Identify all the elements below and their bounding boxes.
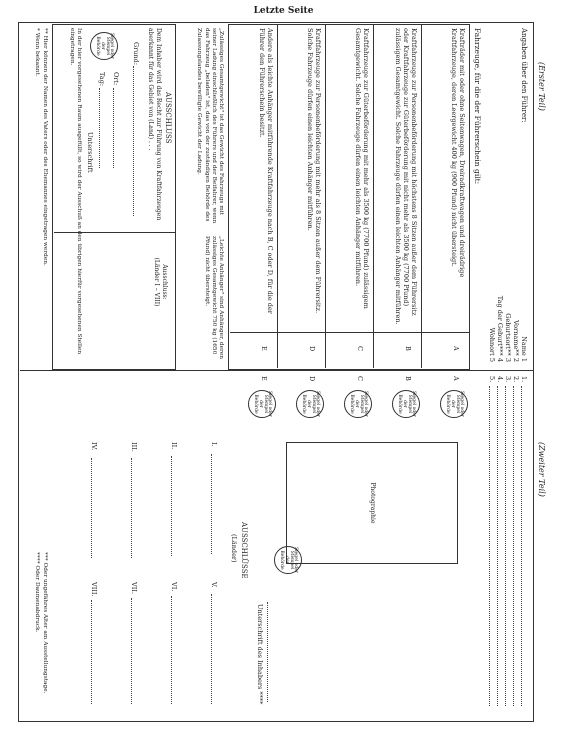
bottom-note: In der hier vorgesehenen Raum ausgefüllt, so wird der Ausschuß an den übrigen hierfür vorgesehenen Stellen eingetragen. [68,28,82,355]
part1-label: (Erster Teil) [537,62,546,111]
exclusion-title: AUSSCHLUSS [164,92,172,144]
light-trailer-note: „Leichte Anhänger" sind Anhänger, deren zulässiges Gesamtgewicht 750 kg (1650 Pfund) nicht übersteigt. [203,236,224,359]
roman-viii: VIII. [90,582,98,597]
part-divider [20,370,534,371]
roman-iv-line [91,458,92,558]
holder-signature: Unterschrift des Inhabers **** [256,604,264,705]
field-4-label: Tag der Geburt*** 4 [496,295,504,362]
page-header: Letzte Seite [253,6,314,16]
p2-class-e: E [260,376,268,381]
roman-iii: III. [130,442,138,452]
roman-viii-line [91,600,92,704]
exclusion-day: Tag: [98,72,106,87]
roman-iii-line [131,458,132,558]
class-d-text: Kraftfahrzeuge zur Personenbeförderung mit mehr als 8 Sitzen außer dem Führersitz. Solche Fahrzeuge dürfen einen leichten Anhänger mitführen. [305,28,322,314]
roman-i: I. [210,442,218,447]
photo-label: Photographie [368,482,376,524]
class-e-text: Andere als leichte Anhänger mitführende Kraftfahrzeuge nach B, C oder D, für die der Führer den Führerschein besitzt. [257,28,274,314]
p2-num-2: 2. [512,376,520,383]
p2-num-4: 4. [496,376,504,383]
class-e-letter: E [260,346,268,351]
exclusion-signature: Unterschrift [86,132,94,173]
signature-line [267,602,268,702]
roman-vii-line [131,598,132,704]
class-b-letter: B [404,346,412,351]
place-line [113,88,114,168]
p2-line-5 [489,386,490,706]
classes-letter-divider [230,332,470,333]
class-d-letter: D [308,346,316,352]
photo-seal: Siegel oder Stempel der Behörde [274,546,302,574]
exclusion-seal: Siegel oder Stempel der Behörde [90,32,118,60]
exclusion-text: Dem Inhaber wird das Recht zur Führung von Kraftfahrzeugen aberkannt für das Gebiet von (Land) . . . [147,28,162,221]
class-a-text: Krafträder mit oder ohne Seitenwagen, Dreiradkraftwagen und dreirädrige Kraftfahrzeuge, deren Leergewicht 400 kg (900 Pfund) nicht übersteigt. [449,28,466,278]
class-c-letter: C [356,346,364,351]
row-divider [277,24,278,368]
exclusion-place: Ort: [112,72,120,86]
field-2-label: Vorname** 2 [512,320,520,362]
p2-class-b: B [404,376,412,381]
p2-line-2 [513,386,514,706]
footnote-4: **** Oder Daumenabdruck. [34,552,40,633]
p2-seal-c: Siegel oder Stempel der Behörde [344,390,372,418]
form-canvas [18,22,548,722]
exclusion-reason: Grund: [132,42,140,66]
p2-class-c: C [356,376,364,381]
p2-line-4 [497,386,498,706]
p2-exclusion-sub: (Länder) [230,534,238,563]
gross-weight-note: „Zulässiges Gesamtgewicht" ist das Gewicht des Fahrzeugs mit seiner Ladung einschließlich des Führers und der Beifahrer, wenn das Fahrzeug „beladen" ist, das von der zuständigen Behörde des Zulassungslandes bewilligte Gewicht der Ladung. [196,28,224,224]
row-divider [325,24,326,368]
roman-v: V. [210,582,218,588]
part2-label: (Zweiter Teil) [537,442,546,497]
footnote-3: *** Oder ungefähres Alter am Ausstellungstage. [42,552,48,694]
roman-i-line [211,454,212,554]
exclusion-countries: Ausschluss: (Länder I – VIII) [153,257,168,307]
p2-class-d: D [308,376,316,382]
reason-line [133,66,134,216]
field-1-label: Name 1 [520,336,528,362]
roman-ii-line [171,456,172,556]
day-line [99,88,100,168]
row-divider [373,24,374,368]
roman-vii: VII. [130,582,138,594]
class-a-letter: A [452,346,460,351]
p2-num-5: 5. [488,376,496,383]
p2-line-3 [505,386,506,706]
roman-v-line [211,594,212,704]
p2-seal-a: Siegel oder Stempel der Behörde [440,390,468,418]
photo-box [286,442,458,564]
p2-num-3: 3. [504,376,512,383]
driver-heading: Angaben über den Führer: [520,28,528,123]
roman-vi: VI. [170,582,178,592]
p2-seal-d: Siegel oder Stempel der Behörde [296,390,324,418]
roman-vi-line [171,596,172,704]
p2-line-1 [521,386,522,706]
p2-seal-b: Siegel oder Stempel der Behörde [392,390,420,418]
field-3-label: Geburtsort** 3 [504,313,512,362]
footnote-dstar: ** Hier können der Namen des Vaters oder des Ehemannes eingetragen werden. [42,28,48,266]
roman-iv: IV. [90,442,98,451]
p2-class-a: A [452,376,460,381]
field-5-label: Wohnort 5 [488,327,496,362]
p2-seal-e: Siegel oder Stempel der Behörde [248,390,276,418]
p2-exclusion-title: AUSSCHLÜSSE [240,522,248,579]
p2-num-1: 1. [520,376,528,383]
class-c-text: Kraftfahrzeuge zur Güterbeförderung mit mehr als 3500 kg (7700 Pfund) zulässigem Gesamtgewicht. Solche Fahrzeuge dürfen einen leichten Anhänger mitführen. [353,28,370,309]
row-divider [421,24,422,368]
class-b-text: Kraftfahrzeuge zur Personenbeförderung mit höchstens 8 Sitzen außer dem Führersitz oder Kraftfahrzeuge zur Güterbeförderung mit nicht mehr als 3500 kg (7700 Pfund) zulässigem Gesamtgewicht. Solche Fahrzeuge dürfen einen leichten Anhänger mitführen. [393,28,418,325]
footnote-star: * Wenn bekannt. [34,28,40,77]
roman-ii: II. [170,442,178,450]
classes-heading: Fahrzeuge, für die der Führerschein gilt: [473,28,482,185]
